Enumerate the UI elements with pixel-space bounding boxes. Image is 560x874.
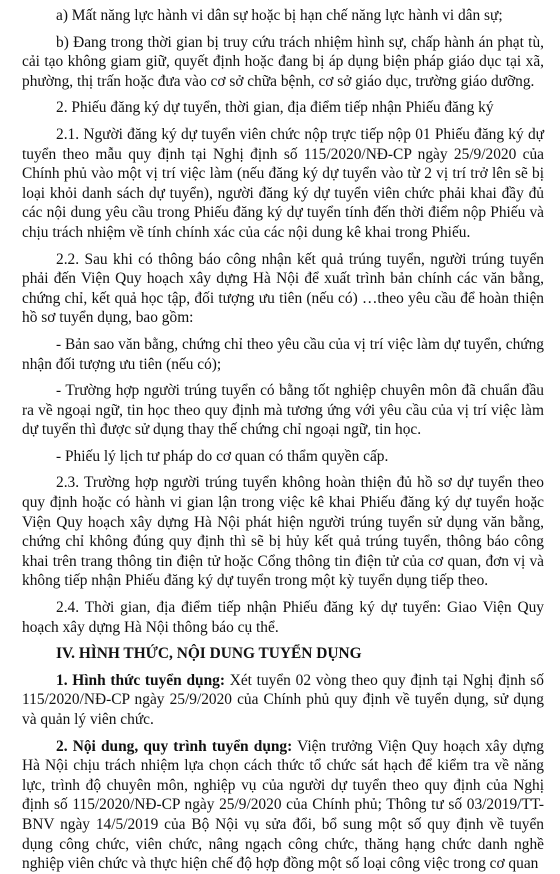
paragraph-bullet-copies: - Bản sao văn bằng, chứng chỉ theo yêu cầu của vị trí việc làm dự tuyển, chứng nhận đối tượng ưu tiên (nếu có);	[22, 335, 544, 373]
iv-1-text: Xét tuyển 02 vòng theo quy định tại Nghị định số 115/2020/NĐ-CP ngày 25/9/2020 của Chính phủ quy định về tuyển dụng, sử dụng và quản lý viên chức.	[22, 671, 544, 728]
iv-2-lead: 2. Nội dung, quy trình tuyển dụng:	[56, 737, 293, 755]
paragraph-heading-2: 2. Phiếu đăng ký dự tuyển, thời gian, địa điểm tiếp nhận Phiếu đăng ký	[56, 99, 494, 117]
paragraph-item-b: b) Đang trong thời gian bị truy cứu trách nhiệm hình sự, chấp hành án phạt tù, cải tạo không giam giữ, quyết định hoặc đang bị áp dụng biện pháp giáo dục tại xã, phường, thị trấn hoặc đưa vào cơ sở chữa bệnh, cơ sở giáo dục, trường giáo dưỡng.	[22, 33, 544, 90]
paragraph-item-a: a) Mất năng lực hành vi dân sự hoặc bị hạn chế năng lực hành vi dân sự;	[56, 7, 503, 24]
paragraph-bullet-record: - Phiếu lý lịch tư pháp do cơ quan có thẩm quyền cấp.	[56, 447, 389, 465]
iv-2-text: Viện trưởng Viện Quy hoạch xây dựng Hà Nội chịu trách nhiệm lựa chọn cách thức tổ chức sát hạch để kiểm tra về năng lực, trình độ chuyên môn, nghiệp vụ của người dự tuyển theo quy định của Nghị định số 115/2020/NĐ-CP ngày 25/9/2020 của Chính phủ; Thông tư số 03/2019/TT-BNV ngày 14/5/2019 của Bộ Nội vụ sửa đổi, bổ sung một số quy định về tuyển dụng công chức, viên chức, nâng ngạch công chức, thăng hạng chức danh nghề nghiệp viên chức và thực hiện chế độ hợp đồng một số loại công việc trong cơ quan	[22, 737, 544, 873]
paragraph-2-4: 2.4. Thời gian, địa điểm tiếp nhận Phiếu đăng ký dự tuyển: Giao Viện Quy hoạch xây dựng Hà Nội thông báo cụ thể.	[22, 599, 544, 636]
paragraph-bullet-degree: - Trường hợp người trúng tuyển có bằng tốt nghiệp chuyên môn đã chuẩn đầu ra về ngoại ngữ, tin học theo quy định mà tương ứng với yêu cầu của vị trí việc làm dự tuyển thì được sử dụng thay thế chứng chỉ ngoại ngữ, tin học.	[22, 382, 544, 439]
paragraph-iv-2	[22, 737, 544, 874]
paragraph-2-3: 2.3. Trường hợp người trúng tuyển không hoàn thiện đủ hồ sơ dự tuyển theo quy định hoặc có hành vi gian lận trong việc kê khai Phiếu đăng ký dự tuyển hoặc Viện Quy hoạch xây dựng Hà Nội phát hiện người trúng tuyển sử dụng văn bằng, chứng chỉ không đúng quy định thì sẽ bị hủy kết quả trúng tuyển, thông báo công khai trên trang thông tin điện tử hoặc Cổng thông tin điện tử của cơ quan, đơn vị và không tiếp nhận Phiếu đăng ký dự tuyển trong một kỳ tuyển dụng tiếp theo.	[22, 474, 544, 590]
paragraph-2-1: 2.1. Người đăng ký dự tuyển viên chức nộp trực tiếp nộp 01 Phiếu đăng ký dự tuyển theo mẫu quy định tại Nghị định số 115/2020/NĐ-CP ngày 25/9/2020 của Chính phủ vào một vị trí việc làm (nếu đăng ký dự tuyển vào từ 2 vị trí trở lên sẽ bị loại khỏi danh sách dự tuyển), người đăng ký dự tuyển viên chức phải khai đầy đủ các nội dung yêu cầu trong Phiếu đăng ký dự tuyển tính đến thời điểm nộp Phiếu và chịu trách nhiệm về tính chính xác của các nội dung kê khai trong Phiếu.	[22, 125, 544, 241]
paragraph-iv-1	[22, 671, 544, 730]
paragraph-2-2: 2.2. Sau khi có thông báo công nhận kết quả trúng tuyển, người trúng tuyển phải đến Viện Quy hoạch xây dựng Hà Nội để xuất trình bản chính các văn bằng, chứng chỉ, kết quả học tập, đối tượng ưu tiên (nếu có) …theo yêu cầu để hoàn thiện hồ sơ tuyển dụng, bao gồm:	[22, 250, 544, 327]
section-heading-iv: IV. HÌNH THỨC, NỘI DUNG TUYỂN DỤNG	[56, 645, 362, 663]
iv-1-lead: 1. Hình thức tuyển dụng:	[56, 671, 225, 689]
